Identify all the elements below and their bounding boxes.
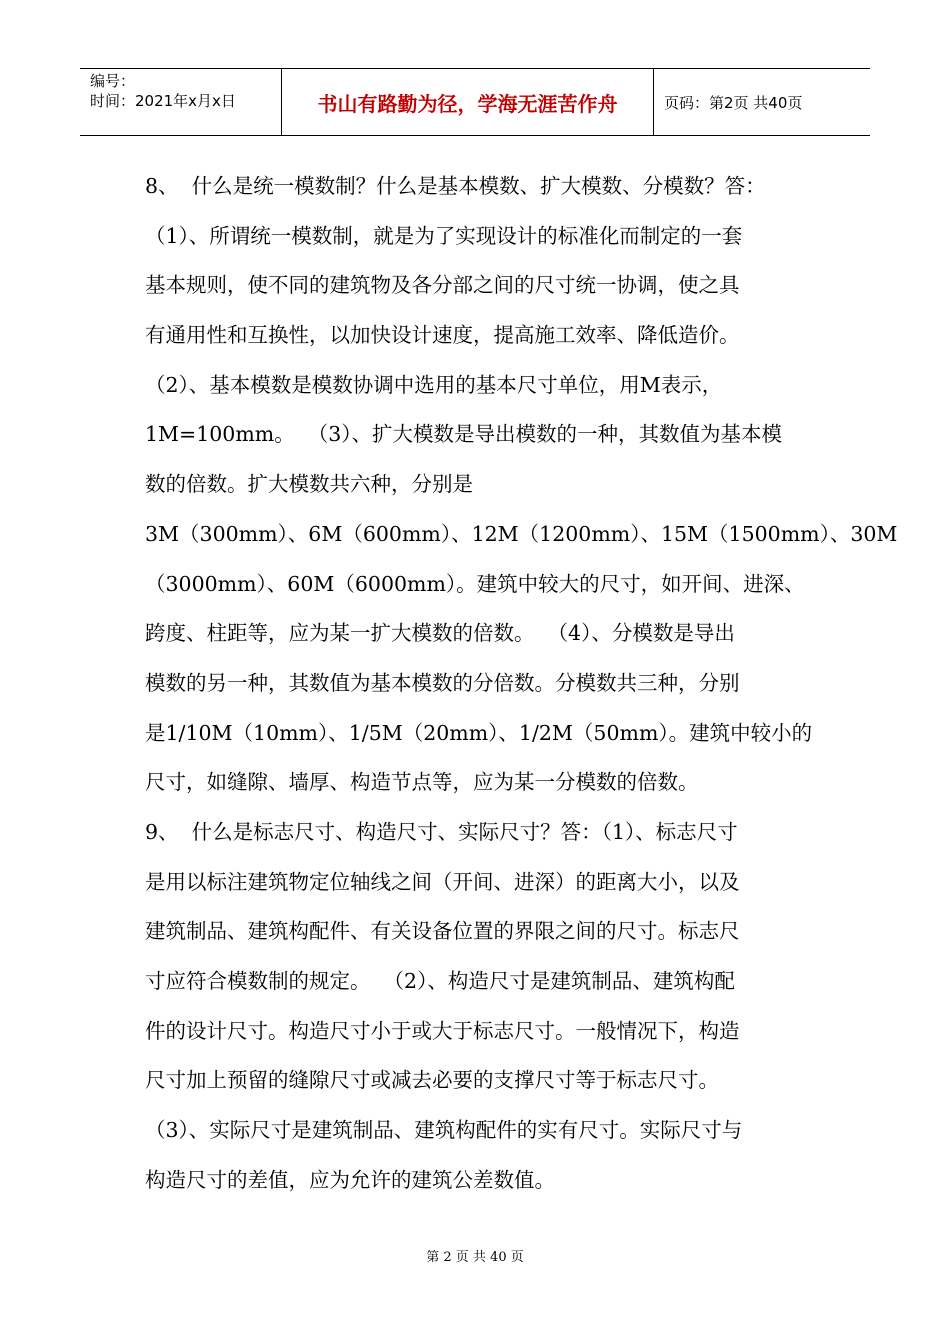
body-text-line: 是1/10M（10mm）、1/5M（20mm）、1/2M（50mm）。建筑中较小的 bbox=[145, 720, 813, 745]
header-page-cell bbox=[654, 69, 870, 135]
body-text-line: 模数的另一种，其数值为基本模数的分倍数。分模数共三种，分别 bbox=[145, 670, 740, 695]
header-motto-cell bbox=[282, 69, 654, 135]
page-footer bbox=[0, 1246, 950, 1265]
body-text-line: （3000mm）、60M（6000mm）。建筑中较大的尺寸，如开间、进深、 bbox=[145, 571, 805, 596]
body-text-line: （3）、实际尺寸是建筑制品、建筑构配件的实有尺寸。实际尺寸与 bbox=[145, 1118, 743, 1143]
footer-page-number: 第 2 页 共 40 页 bbox=[426, 1250, 524, 1265]
document-body bbox=[145, 162, 898, 1205]
header-meta-cell bbox=[80, 69, 282, 135]
body-text-line: 有通用性和互换性，以加快设计速度，提高施工效率、降低造价。 bbox=[145, 323, 740, 348]
body-text-line: 件的设计尺寸。构造尺寸小于或大于标志尺寸。一般情况下，构造 bbox=[145, 1018, 740, 1043]
header-motto: 书山有路勤为径，学海无涯苦作舟 bbox=[317, 91, 618, 116]
body-text-line: 是用以标注建筑物定位轴线之间（开间、进深）的距离大小，以及 bbox=[145, 869, 740, 894]
header-page-info: 页码：第2页 共40页 bbox=[664, 93, 803, 112]
body-text-line: 数的倍数。扩大模数共六种，分别是 bbox=[145, 472, 473, 497]
body-text-line: 尺寸加上预留的缝隙尺寸或减去必要的支撑尺寸等于标志尺寸。 bbox=[145, 1068, 719, 1093]
document-number-label: 编号： bbox=[90, 72, 136, 90]
body-text-line: 寸应符合模数制的规定。 （2）、构造尺寸是建筑制品、建筑构配 bbox=[145, 969, 735, 993]
body-text-line: 3M（300mm）、6M（600mm）、12M（1200mm）、15M（1500mm）、30M bbox=[145, 521, 898, 546]
body-text-line: 尺寸，如缝隙、墙厚、构造节点等，应为某一分模数的倍数。 bbox=[145, 770, 699, 795]
page-header bbox=[80, 68, 870, 136]
body-text-line: （2）、基本模数是模数协调中选用的基本尺寸单位，用M表示， bbox=[145, 372, 723, 397]
body-text-line: 构造尺寸的差值，应为允许的建筑公差数值。 bbox=[145, 1167, 555, 1192]
body-text-line: 1M=100mm。 （3）、扩大模数是导出模数的一种，其数值为基本模 bbox=[145, 422, 783, 447]
body-text-line: 9、 什么是标志尺寸、构造尺寸、实际尺寸？答：（1）、标志尺寸 bbox=[145, 819, 738, 844]
body-text-line: 8、 什么是统一模数制？什么是基本模数、扩大模数、分模数？答： bbox=[145, 174, 766, 198]
document-date-label: 时间：2021年x月x日 bbox=[90, 92, 236, 110]
body-text-line: 基本规则，使不同的建筑物及各分部之间的尺寸统一协调，使之具 bbox=[145, 273, 740, 298]
body-text-line: 跨度、柱距等，应为某一扩大模数的倍数。 （4）、分模数是导出 bbox=[145, 621, 735, 646]
body-text-line: 建筑制品、建筑构配件、有关设备位置的界限之间的尺寸。标志尺 bbox=[145, 919, 740, 944]
body-text-line: （1）、所谓统一模数制，就是为了实现设计的标准化而制定的一套 bbox=[145, 223, 743, 248]
